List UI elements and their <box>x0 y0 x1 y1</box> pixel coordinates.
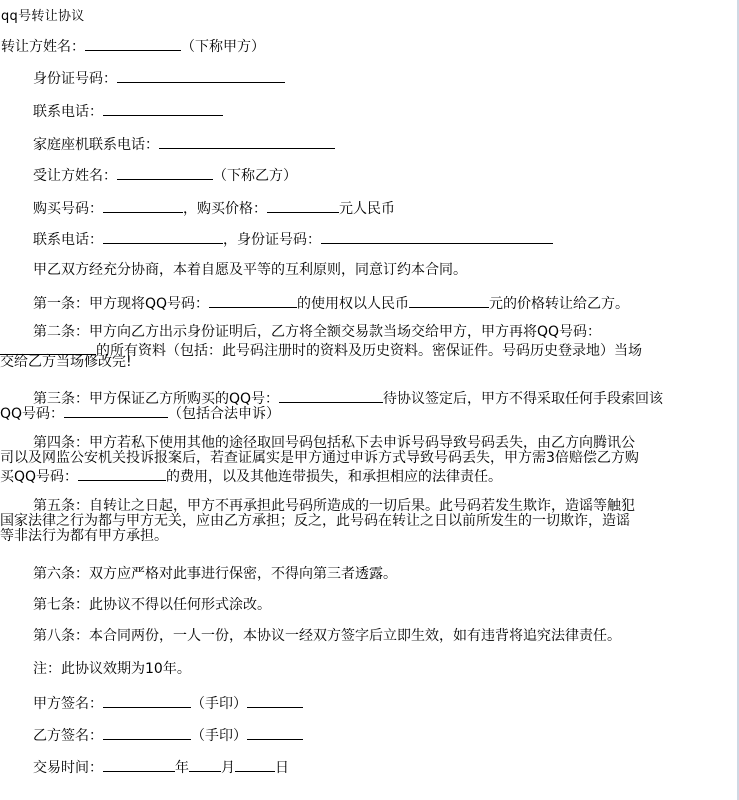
article-1-price-blank <box>409 293 489 308</box>
article-1-text-c: 元的价格转让给乙方。 <box>489 296 630 312</box>
purchase-price-label: ，购买价格： <box>183 201 267 217</box>
purchase-line <box>33 198 395 217</box>
article-3-text-b: 待协议签定后，甲方不得采取任何手段索回该 <box>383 391 664 407</box>
purchase-number-label: 购买号码： <box>33 201 103 217</box>
purchase-price-unit: 元人民币 <box>339 201 395 217</box>
year-blank <box>103 757 175 772</box>
seller-name-blank <box>85 36 181 51</box>
purchase-number-blank <box>103 198 183 213</box>
party-b-signature-label: 乙方签名： <box>33 728 103 744</box>
buyer-name-label: 受让方姓名： <box>33 168 117 184</box>
article-4-text-b: 的费用，以及其他连带损失，和承担相应的法律责任。 <box>166 469 503 485</box>
seller-suffix: （下称甲方） <box>181 39 265 55</box>
article-4-text-a: 买QQ号码： <box>0 469 79 485</box>
article-2 <box>0 325 732 370</box>
article-6: 第六条：双方应严格对此事进行保密，不得向第三者透露。 <box>33 566 397 582</box>
buyer-phone-label: 联系电话： <box>33 232 103 248</box>
validity-note: 注：此协议效期为10年。 <box>33 661 191 677</box>
article-3-number-blank <box>279 388 383 403</box>
buyer-id-label: ，身份证号码： <box>223 232 321 248</box>
buyer-phone-blank <box>103 229 223 244</box>
seller-id-label: 身份证号码： <box>33 71 117 87</box>
purchase-price-blank <box>267 198 339 213</box>
party-b-fingerprint-blank <box>247 725 303 740</box>
article-4-line-2: 司以及网监公安机关投诉报案后，若查证属实是甲方通过申诉方式导致号码丢失，甲方需3倍赔偿乙方购 <box>0 450 639 466</box>
article-2-line-2 <box>0 340 732 359</box>
article-3 <box>0 388 732 422</box>
article-2-line-1: 第二条：甲方向乙方出示身份证明后，乙方将全额交易款当场交给甲方，甲方再将QQ号码： <box>33 324 602 340</box>
month-label: 月 <box>221 760 235 776</box>
article-5-line-3: 等非法行为都有甲方承担。 <box>0 528 168 544</box>
party-a-signature-label: 甲方签名： <box>33 696 103 712</box>
party-a-signature-blank <box>103 693 191 708</box>
landline-label: 家庭座机联系电话： <box>33 137 159 153</box>
article-4-number-blank <box>78 466 166 481</box>
buyer-name-blank <box>117 165 213 180</box>
party-b-signature-line <box>33 725 303 744</box>
article-5-line-2: 国家法律之行为都与甲方无关，应由乙方承担；反之，此号码在转让之日以前所发生的一切欺诈，造谣 <box>0 513 630 529</box>
party-a-fingerprint-blank <box>247 693 303 708</box>
article-3-text-d: （包括合法申诉） <box>168 406 281 422</box>
article-1-text-a: 第一条：甲方现将QQ号码： <box>33 296 210 312</box>
article-1-number-blank <box>209 293 297 308</box>
article-4 <box>0 435 732 485</box>
article-4-line-1: 第四条：甲方若私下使用其他的途径取回号码包括私下去申诉号码导致号码丢失，由乙方向腾讯公 <box>33 435 635 451</box>
intro-paragraph: 甲乙双方经充分协商，本着自愿及平等的互利原则，同意订约本合同。 <box>33 262 467 278</box>
day-blank <box>235 757 275 772</box>
article-3-text-c: QQ号码： <box>0 406 65 422</box>
seller-phone-line <box>33 101 223 120</box>
seller-phone-blank <box>103 101 223 116</box>
article-2-line-3: 交给乙方当场修改完! <box>0 354 132 370</box>
buyer-id-blank <box>321 229 553 244</box>
seller-phone-label: 联系电话： <box>33 104 103 120</box>
document-title: qq号转让协议 <box>1 9 85 24</box>
landline-line <box>33 134 335 153</box>
transaction-date-label: 交易时间： <box>33 760 103 776</box>
day-label: 日 <box>275 760 289 776</box>
party-a-fingerprint-label: （手印） <box>191 696 247 712</box>
seller-id-line <box>33 68 285 87</box>
party-b-fingerprint-label: （手印） <box>191 728 247 744</box>
article-3-number-blank-2 <box>64 403 168 418</box>
buyer-contact-line <box>33 229 553 248</box>
buyer-name-line <box>33 165 297 184</box>
year-label: 年 <box>175 760 189 776</box>
article-2-number-blank <box>0 340 96 355</box>
seller-name-line <box>1 36 265 55</box>
article-4-line-3 <box>0 466 732 485</box>
party-a-signature-line <box>33 693 303 712</box>
article-3-line-1 <box>0 388 732 407</box>
article-2-line-2-text: 的所有资料（包括：此号码注册时的资料及历史资料。密保证件。号码历史登录地）当场 <box>96 343 642 359</box>
article-7: 第七条：此协议不得以任何形式涂改。 <box>33 597 271 613</box>
article-3-text-a: 第三条：甲方保证乙方所购买的QQ号： <box>33 391 280 407</box>
article-1 <box>33 293 629 312</box>
month-blank <box>189 757 221 772</box>
seller-name-label: 转让方姓名： <box>1 39 85 55</box>
article-5 <box>0 499 732 544</box>
party-b-signature-blank <box>103 725 191 740</box>
landline-blank <box>159 134 335 149</box>
article-8: 第八条：本合同两份，一人一份，本协议一经双方签字后立即生效，如有违背将追究法律责任。 <box>33 628 621 644</box>
buyer-suffix: （下称乙方） <box>213 168 297 184</box>
seller-id-blank <box>117 68 285 83</box>
transaction-date-line <box>33 757 289 776</box>
article-5-line-1: 第五条：自转让之日起，甲方不再承担此号码所造成的一切后果。此号码若发生欺诈，造谣等触犯 <box>33 498 635 514</box>
article-1-text-b: 的使用权以人民币 <box>297 296 410 312</box>
